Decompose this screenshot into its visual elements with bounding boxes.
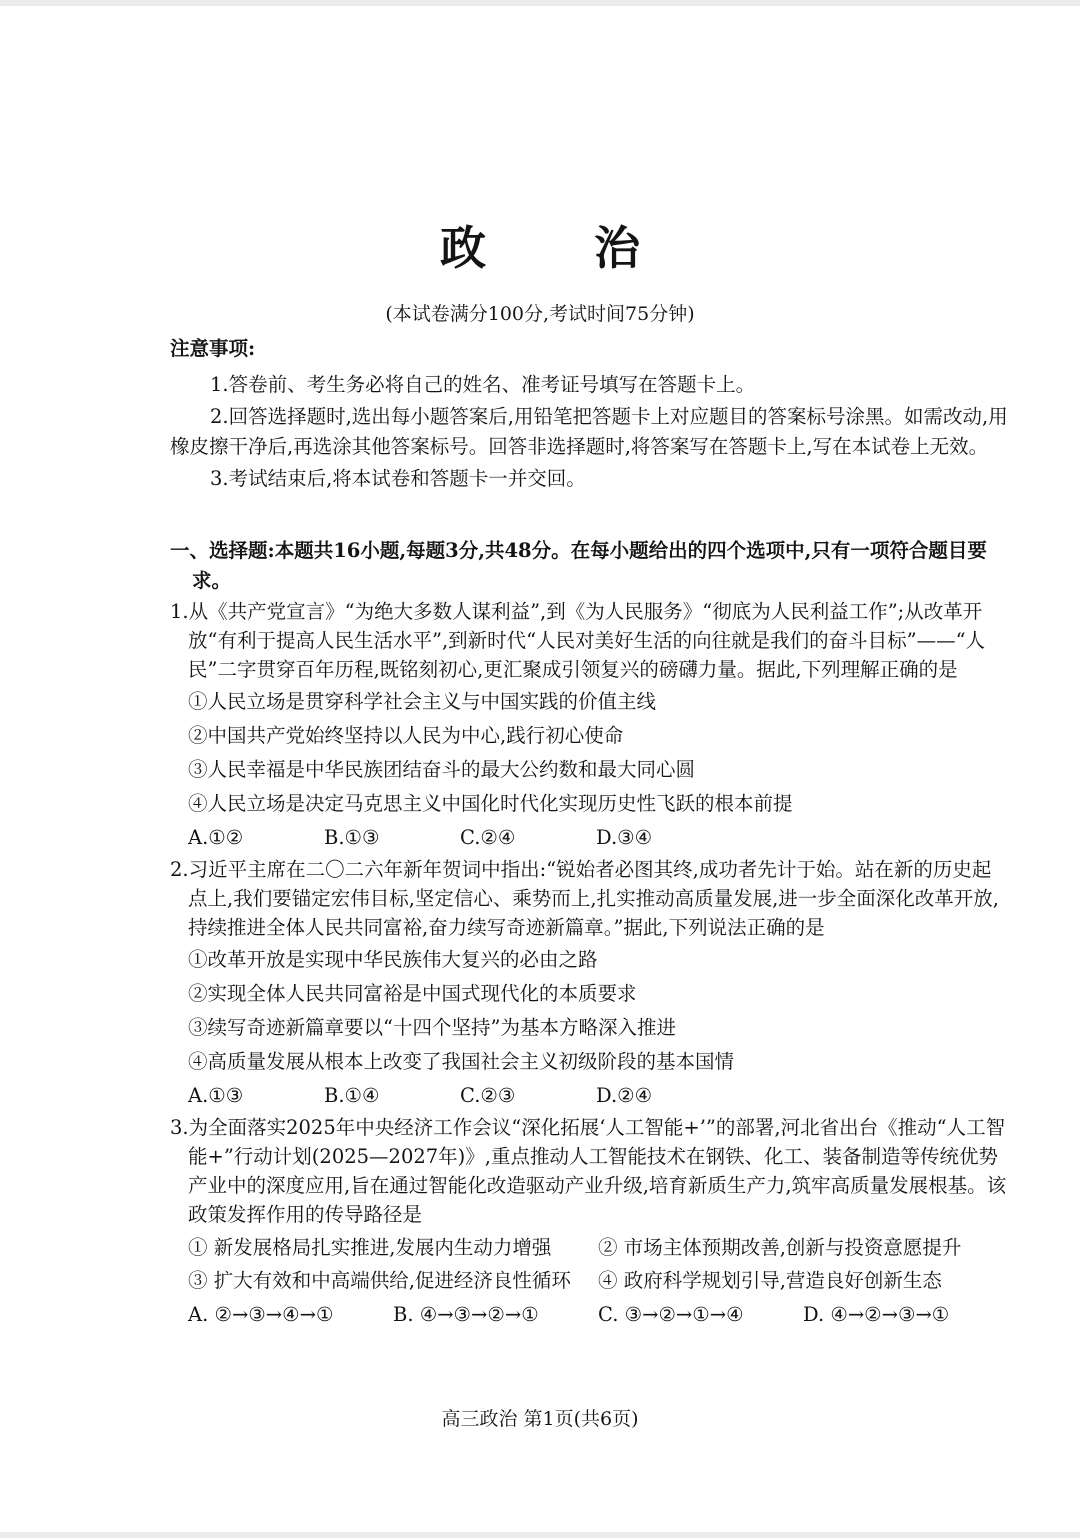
question-3-statement: ① 新发展格局扎实推进,发展内生动力增强 [188, 1236, 552, 1259]
choice-d: D. ④→②→③→① [803, 1303, 950, 1326]
choice-d: D.③④ [596, 826, 653, 849]
question-2-statement: ①改革开放是实现中华民族伟大复兴的必由之路 [188, 948, 598, 971]
question-3-statement: ② 市场主体预期改善,创新与投资意愿提升 [598, 1236, 962, 1259]
notice-item: 1.答卷前、考生务必将自己的姓名、准考证号填写在答题卡上。 [210, 373, 756, 396]
page-top-edge [0, 0, 1080, 6]
choice-a: A. ②→③→④→① [188, 1303, 334, 1326]
question-2-stem: 2.习近平主席在二〇二六年新年贺词中指出:“锐始者必图其终,成功者先计于始。站在新的历史起点上,我们要锚定宏伟目标,坚定信心、乘势而上,扎实推动高质量发展,进一步全面深化改革开放,持续推进全体人民共同富裕,奋力续写奇迹新篇章。”据此,下列说法正确的是 [170, 858, 999, 939]
notice-section [170, 334, 1010, 496]
exam-info: (本试卷满分100分,考试时间75分钟) [385, 303, 695, 325]
choice-b: B. ④→③→②→① [393, 1303, 539, 1326]
question-2-statement: ②实现全体人民共同富裕是中国式现代化的本质要求 [188, 982, 637, 1005]
question-1-choices [170, 822, 1008, 854]
choice-a: A.①② [188, 826, 244, 849]
choice-c: C.②④ [460, 826, 516, 849]
section-heading: 一、选择题:本题共16小题,每题3分,共48分。在每小题给出的四个选项中,只有一项符合题目要求。 [170, 539, 987, 592]
question-3-stem: 3.为全面落实2025年中央经济工作会议“深化拓展‘人工智能+’”的部署,河北省出台《推动“人工智能+”行动计划(2025—2027年)》,重点推动人工智能技术在钢铁、化工、装备制造等传统优势产业中的深度应用,旨在通过智能化改造驱动产业升级,培育新质生产力,筑牢高质量发展根基。该政策发挥作用的传导路径是 [170, 1116, 1007, 1226]
question-1-statement: ③人民幸福是中华民族团结奋斗的最大公约数和最大同心圆 [188, 758, 696, 781]
question-2-choices [170, 1080, 1008, 1112]
page-footer: 高三政治 第1页(共6页) [441, 1408, 639, 1430]
question-2-statement: ③续写奇迹新篇章要以“十四个坚持”为基本方略深入推进 [188, 1016, 676, 1039]
choice-c: C.②③ [460, 1084, 516, 1107]
question-2-statement: ④高质量发展从根本上改变了我国社会主义初级阶段的基本国情 [188, 1050, 735, 1073]
page-title: 政 治 [439, 221, 686, 275]
choice-a: A.①③ [188, 1084, 244, 1107]
notice-heading: 注意事项: [170, 337, 256, 360]
page-bottom-edge [0, 1532, 1080, 1538]
questions-section [170, 536, 1008, 1332]
notice-item: 3.考试结束后,将本试卷和答题卡一并交回。 [210, 467, 586, 490]
question-1-statement: ②中国共产党始终坚持以人民为中心,践行初心使命 [188, 724, 624, 747]
question-1-statement: ④人民立场是决定马克思主义中国化时代化实现历史性飞跃的根本前提 [188, 792, 793, 815]
choice-d: D.②④ [596, 1084, 653, 1107]
question-1-statement: ①人民立场是贯穿科学社会主义与中国实践的价值主线 [188, 690, 657, 713]
choice-b: B.①③ [324, 826, 380, 849]
question-3-statement: ③ 扩大有效和中高端供给,促进经济良性循环 [188, 1269, 571, 1292]
question-3-statements [170, 1231, 1008, 1297]
question-1-stem: 1.从《共产党宣言》“为绝大多数人谋利益”,到《为人民服务》“彻底为人民利益工作”;从改革开放“有利于提高人民生活水平”,到新时代“人民对美好生活的向往就是我们的奋斗目标”——“人民”二字贯穿百年历程,既铭刻初心,更汇聚成引领复兴的磅礴力量。据此,下列理解正确的是 [170, 600, 986, 681]
notice-item: 2.回答选择题时,选出每小题答案后,用铅笔把答题卡上对应题目的答案标号涂黑。如需改动,用橡皮擦干净后,再选涂其他答案标号。回答非选择题时,将答案写在答题卡上,写在本试卷上无效。 [170, 405, 1008, 458]
question-3-statement: ④ 政府科学规划引导,营造良好创新生态 [598, 1269, 942, 1292]
choice-c: C. ③→②→①→④ [598, 1303, 744, 1326]
choice-b: B.①④ [324, 1084, 380, 1107]
question-3-choices [170, 1299, 1008, 1331]
